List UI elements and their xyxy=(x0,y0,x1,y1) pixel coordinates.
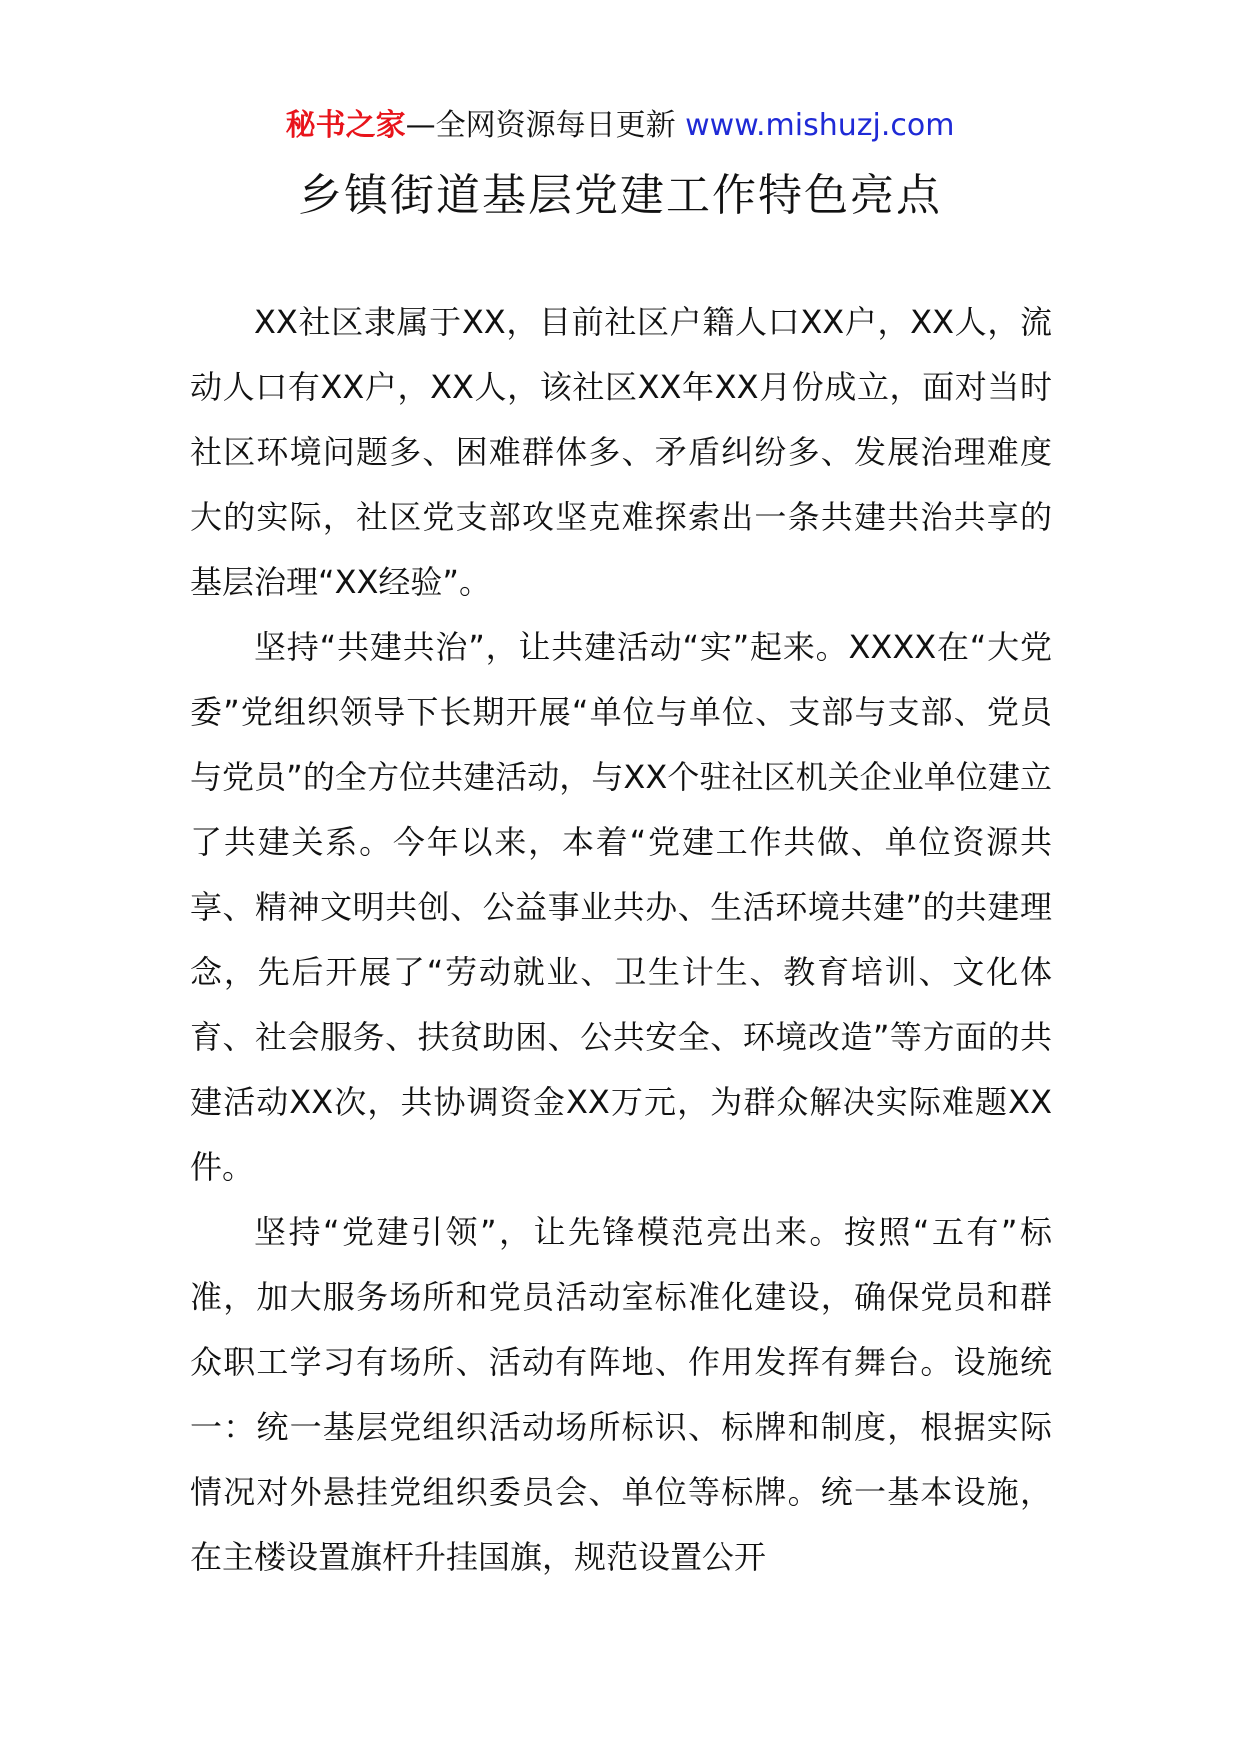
paragraph-1: XX社区隶属于XX，目前社区户籍人口XX户，XX人，流动人口有XX户，XX人，该社区XX年XX月份成立，面对当时社区环境问题多、困难群体多、矛盾纠纷多、发展治理难度大的实际，社区党支部攻坚克难探索出一条共建共治共享的基层治理“XX经验”。 xyxy=(190,303,1052,601)
brand-name: 秘书之家 xyxy=(285,108,406,143)
document-title: 乡镇街道基层党建工作特色亮点 xyxy=(298,170,942,221)
paragraph-3: 坚持“党建引领”，让先锋模范亮出来。按照“五有”标准，加大服务场所和党员活动室标准化建设，确保党员和群众职工学习有场所、活动有阵地、作用发挥有舞台。设施统一：统一基层党组织活动场所标识、标牌和制度，根据实际情况对外悬挂党组织委员会、单位等标牌。统一基本设施，在主楼设置旗杆升挂国旗，规范设置公开 xyxy=(190,1213,1052,1576)
site-url-link[interactable]: www.mishuzj.com xyxy=(685,108,955,143)
document-body xyxy=(190,290,1052,1590)
header-tagline: —全网资源每日更新 xyxy=(405,108,676,143)
site-header xyxy=(0,104,1240,148)
paragraph-2: 坚持“共建共治”，让共建活动“实”起来。XXXX在“大党委”党组织领导下长期开展“单位与单位、支部与支部、党员与党员”的全方位共建活动，与XX个驻社区机关企业单位建立了共建关系。今年以来，本着“党建工作共做、单位资源共享、精神文明共创、公益事业共办、生活环境共建”的共建理念，先后开展了“劳动就业、卫生计生、教育培训、文化体育、社会服务、扶贫助困、公共安全、环境改造”等方面的共建活动XX次，共协调资金XX万元，为群众解决实际难题XX件。 xyxy=(190,628,1052,1186)
